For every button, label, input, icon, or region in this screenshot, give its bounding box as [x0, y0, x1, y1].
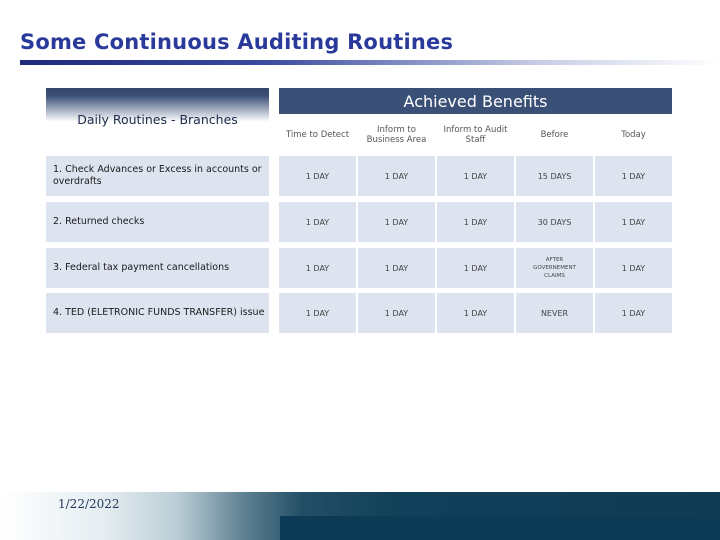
row-label-1: 1. Check Advances or Excess in accounts or overdrafts — [46, 156, 269, 196]
table-cell: 30 DAYS — [516, 202, 593, 242]
table-cell: 1 DAY — [595, 293, 672, 333]
table-cell: 1 DAY — [595, 156, 672, 196]
table-cell: 1 DAY — [279, 156, 356, 196]
table-cell: AFTER GOVERNEMENT CLAIMS — [516, 248, 593, 288]
row-label-3: 3. Federal tax payment cancellations — [46, 248, 269, 288]
col-header-today: Today — [595, 116, 672, 154]
table-cell: 1 DAY — [358, 293, 435, 333]
table-cell: 1 DAY — [437, 156, 514, 196]
row-label-4: 4. TED (ELETRONIC FUNDS TRANSFER) issue — [46, 293, 269, 333]
table-cell: 1 DAY — [437, 293, 514, 333]
table-cell: 1 DAY — [595, 248, 672, 288]
row-label-2: 2. Returned checks — [46, 202, 269, 242]
col-header-time-to-detect: Time to Detect — [279, 116, 356, 154]
header-daily-routines: Daily Routines - Branches — [46, 88, 269, 153]
table-cell: 1 DAY — [595, 202, 672, 242]
table-cell: 15 DAYS — [516, 156, 593, 196]
table-cell: 1 DAY — [279, 248, 356, 288]
title-underline — [20, 60, 720, 65]
table-cell: 1 DAY — [437, 202, 514, 242]
table-cell: 1 DAY — [279, 293, 356, 333]
slide-title: Some Continuous Auditing Routines — [20, 30, 454, 54]
table-cell: 1 DAY — [358, 156, 435, 196]
footer-strip — [280, 516, 720, 540]
col-header-inform-business: Inform to Business Area — [358, 116, 435, 154]
table-cell: 1 DAY — [358, 248, 435, 288]
col-header-before: Before — [516, 116, 593, 154]
col-header-inform-audit: Inform to Audit Staff — [437, 116, 514, 154]
header-achieved-benefits: Achieved Benefits — [279, 88, 672, 114]
table-cell: 1 DAY — [358, 202, 435, 242]
table-cell: NEVER — [516, 293, 593, 333]
table-cell: 1 DAY — [437, 248, 514, 288]
slide-date: 1/22/2022 — [58, 497, 120, 511]
table-cell: 1 DAY — [279, 202, 356, 242]
